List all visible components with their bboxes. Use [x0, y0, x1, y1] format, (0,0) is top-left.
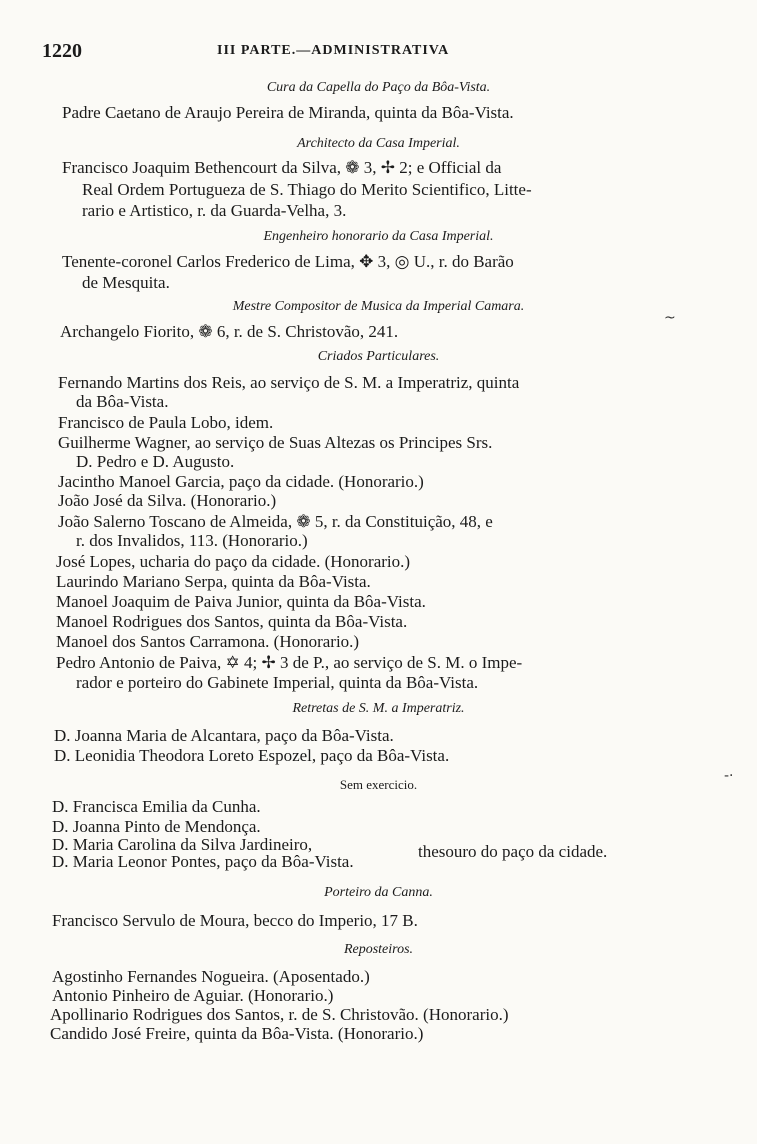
entry-line: D. Maria Carolina da Silva Jardineiro, — [52, 835, 313, 854]
section-heading: Engenheiro honorario da Casa Imperial. — [263, 229, 494, 244]
margin-mark: ~ — [664, 310, 676, 326]
entry-line: D. Pedro e D. Augusto. — [76, 452, 235, 471]
section-heading: Architecto da Casa Imperial. — [297, 136, 460, 151]
section-heading: Reposteiros. — [343, 942, 414, 957]
entry-line: Guilherme Wagner, ao serviço de Suas Altezas os Principes Srs. — [58, 433, 493, 452]
entry-line: D. Maria Leonor Pontes, paço da Bôa-Vista. — [52, 852, 354, 871]
entry-line: Agostinho Fernandes Nogueira. (Aposentado.) — [52, 967, 370, 986]
page-header — [42, 40, 712, 64]
entry-line: D. Leonidia Theodora Loreto Espozel, paço da Bôa-Vista. — [54, 746, 450, 765]
entry-line: Candido José Freire, quinta da Bôa-Vista. (Honorario.) — [50, 1024, 424, 1043]
entry-line: Fernando Martins dos Reis, ao serviço de S. M. a Imperatriz, quinta — [58, 373, 520, 392]
entry-line: Jacintho Manoel Garcia, paço da cidade. (Honorario.) — [58, 472, 424, 491]
entry-line: Padre Caetano de Araujo Pereira de Miranda, quinta da Bôa-Vista. — [62, 103, 514, 122]
entry-line: Francisco Joaquim Bethencourt da Silva, ❁ 3, ✢ 2; e Official da — [62, 158, 502, 177]
entry-line: r. dos Invalidos, 113. (Honorario.) — [76, 531, 308, 550]
entry-line-bracketed: thesouro do paço da cidade. — [418, 842, 608, 861]
entry-line: Manoel Rodrigues dos Santos, quinta da Bôa-Vista. — [56, 612, 408, 631]
entry-line: Francisco Servulo de Moura, becco do Imperio, 17 B. — [52, 911, 418, 930]
section-heading: Retretas de S. M. a Imperatriz. — [292, 701, 465, 716]
entry-line: Apollinario Rodrigues dos Santos, r. de S. Christovão. (Honorario.) — [50, 1005, 509, 1024]
entry-line: rador e porteiro do Gabinete Imperial, quinta da Bôa-Vista. — [76, 673, 479, 692]
section-heading: Sem exercicio. — [339, 777, 418, 792]
running-title: III PARTE.—ADMINISTRATIVA — [217, 43, 450, 58]
entry-line: Laurindo Mariano Serpa, quinta da Bôa-Vista. — [56, 572, 371, 591]
section-heading: Porteiro da Canna. — [324, 885, 433, 900]
entry-line: Tenente-coronel Carlos Frederico de Lima, ✥ 3, ◎ U., r. do Barão — [62, 252, 514, 271]
entry-line: D. Joanna Pinto de Mendonça. — [52, 817, 261, 836]
margin-mark: -· — [724, 768, 734, 784]
entry-line: D. Francisca Emilia da Cunha. — [52, 797, 261, 816]
entry-line: José Lopes, ucharia do paço da cidade. (Honorario.) — [56, 552, 411, 571]
entry-line: de Mesquita. — [82, 273, 170, 292]
section-heading: Mestre Compositor de Musica da Imperial Camara. — [232, 299, 525, 314]
entry-line: Francisco de Paula Lobo, idem. — [58, 413, 274, 432]
entry-line: Real Ordem Portugueza de S. Thiago do Merito Scientifico, Litte- — [82, 180, 532, 199]
entry-line: João Salerno Toscano de Almeida, ❁ 5, r. da Constituição, 48, e — [58, 512, 493, 531]
entry-line: Manoel dos Santos Carramona. (Honorario.) — [56, 632, 360, 651]
entry-line: João José da Silva. (Honorario.) — [58, 491, 277, 510]
entry-line: Pedro Antonio de Paiva, ✡ 4; ✢ 3 de P., ao serviço de S. M. o Impe- — [56, 653, 523, 672]
entry-line: da Bôa-Vista. — [76, 392, 169, 411]
section-heading: Criados Particulares. — [317, 349, 440, 364]
section-heading: Cura da Capella do Paço da Bôa-Vista. — [266, 80, 491, 95]
entry-line: D. Joanna Maria de Alcantara, paço da Bôa-Vista. — [54, 726, 394, 745]
page-number: 1220 — [42, 40, 82, 62]
entry-line: Antonio Pinheiro de Aguiar. (Honorario.) — [52, 986, 334, 1005]
entry-line: Archangelo Fiorito, ❁ 6, r. de S. Christovão, 241. — [60, 322, 399, 341]
entry-line: rario e Artistico, r. da Guarda-Velha, 3. — [82, 201, 347, 220]
entry-line: Manoel Joaquim de Paiva Junior, quinta da Bôa-Vista. — [56, 592, 426, 611]
